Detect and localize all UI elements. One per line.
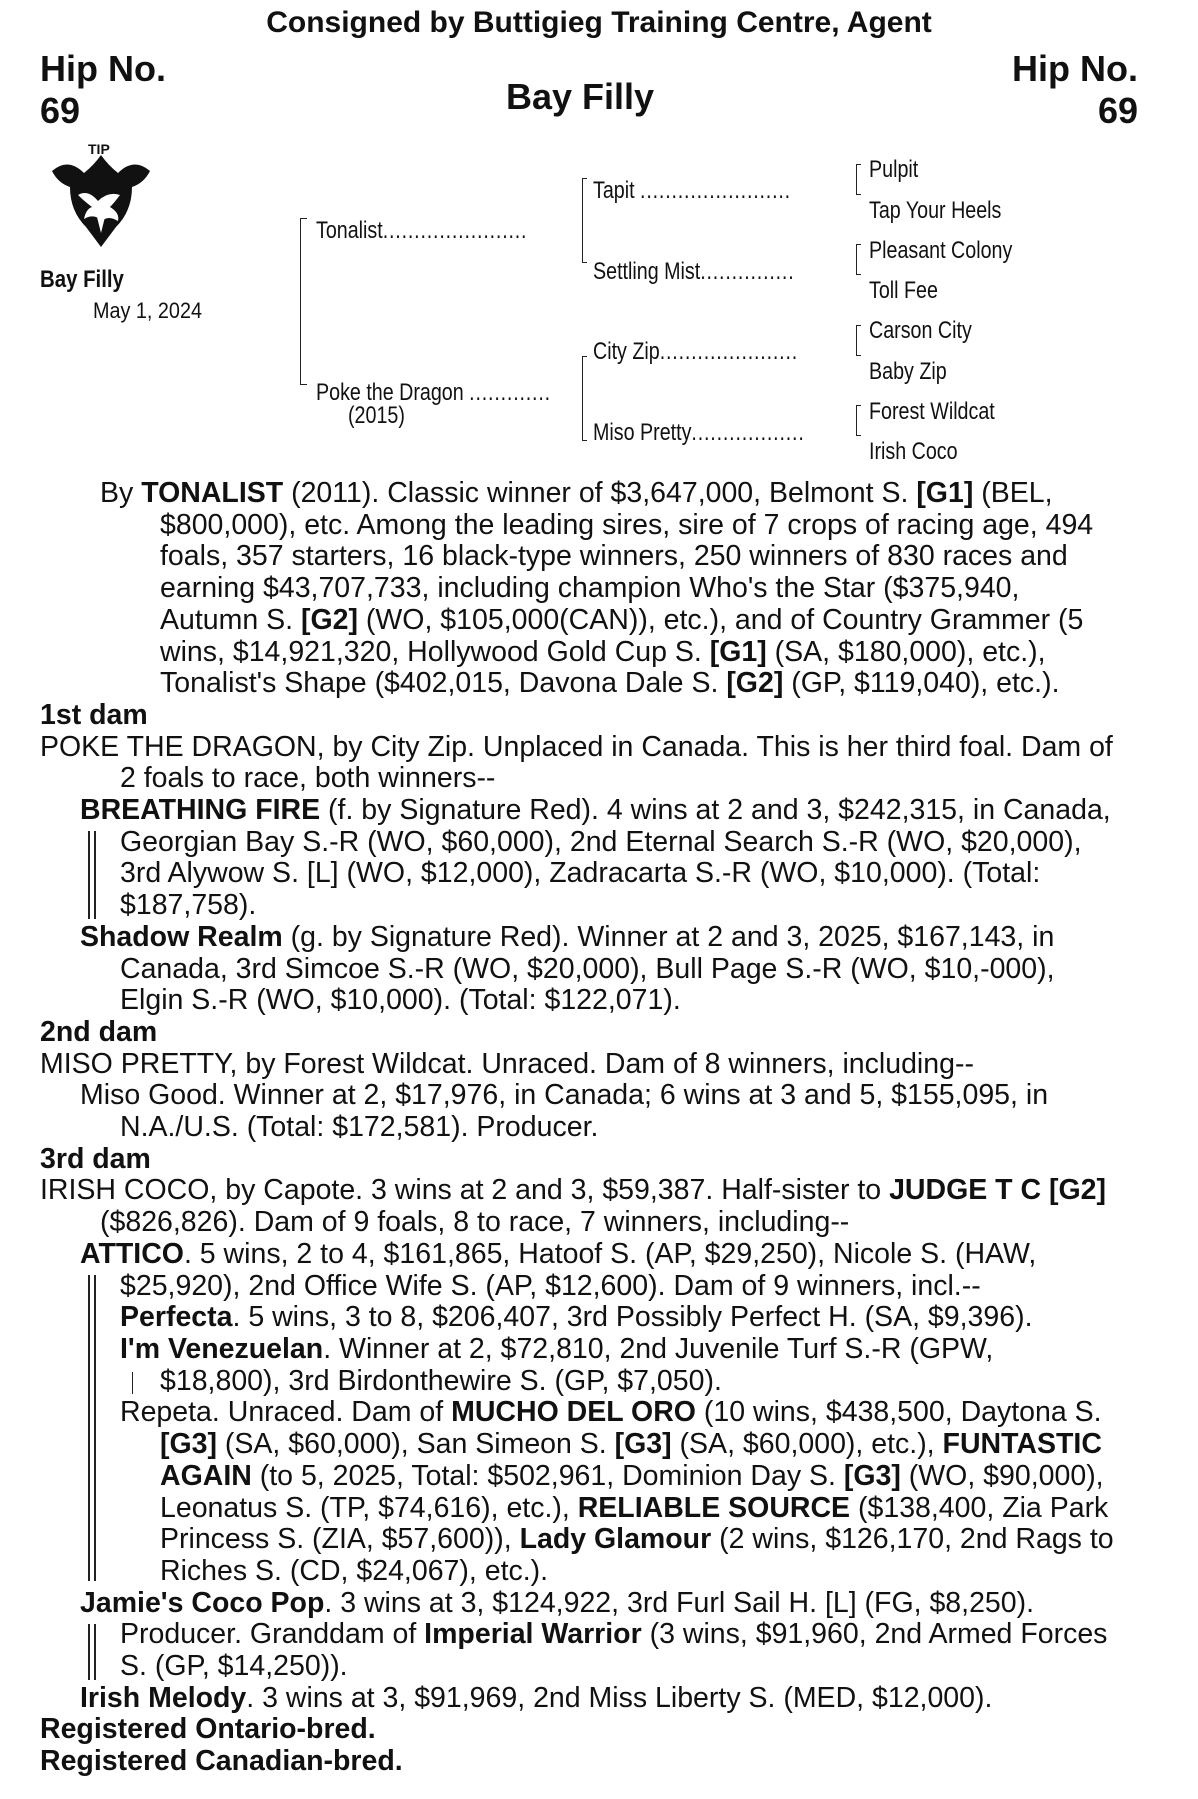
- first-dam-heading: 1st dam: [40, 698, 148, 731]
- hip-label: Hip No.: [1012, 48, 1138, 89]
- first-dam-intro: POKE THE DRAGON, by City Zip. Unplaced in Canada. This is her third foal. Dam of 2 foals to race, both winners--: [40, 730, 1113, 795]
- attico-produce-perfecta: Perfecta. 5 wins, 3 to 8, $206,407, 3rd Possibly Perfect H. (SA, $9,396).: [120, 1301, 1033, 1334]
- pedigree-gen3-4: Toll Fee: [869, 277, 938, 304]
- pedigree-gen3-7: Forest Wildcat: [869, 398, 995, 425]
- third-dam-produce-jamie: Jamie's Coco Pop. 3 wins at 3, $124,922, 3rd Furl Sail H. [L] (FG, $8,250). Producer. Granddam of Imperial Warrior (3 wins, $91,960, 2nd Armed Forces S. (GP, $14,250)).: [80, 1586, 1108, 1683]
- second-dam-produce-1: Miso Good. Winner at 2, $17,976, in Canada; 6 wins at 3 and 5, $155,095, in N.A./U.S. (Total: $172,581). Producer.: [80, 1079, 1049, 1144]
- pedigree-dam-year: (2015): [348, 402, 405, 429]
- tip-logo-label: TIP: [88, 141, 110, 157]
- second-dam-intro: MISO PRETTY, by Forest Wildcat. Unraced. Dam of 8 winners, including--: [40, 1047, 974, 1080]
- pedigree-sire-sire: Tapit ........................: [593, 177, 791, 204]
- pedigree-sire-dam: Settling Mist...............: [593, 258, 795, 285]
- tip-maple-leaf-icon: [48, 155, 154, 256]
- attico-produce-venezuelan: I'm Venezuelan. Winner at 2, $72,810, 2nd Juvenile Turf S.-R (GPW, $18,800), 3rd Birdonthewire S. (GP, $7,050).: [120, 1332, 994, 1397]
- hip-label: Hip No.: [40, 48, 166, 89]
- registration-ontario: Registered Ontario-bred.: [40, 1713, 376, 1746]
- third-dam-produce-melody: Irish Melody. 3 wins at 3, $91,969, 2nd Miss Liberty S. (MED, $12,000).: [80, 1681, 993, 1714]
- pedigree-gen3-2: Tap Your Heels: [869, 197, 1002, 224]
- hip-number: 69: [40, 90, 81, 131]
- pedigree-gen3-5: Carson City: [869, 317, 972, 344]
- second-dam-heading: 2nd dam: [40, 1015, 158, 1048]
- third-dam-heading: 3rd dam: [40, 1142, 151, 1175]
- catalog-page-body: [40, 478, 1120, 1778]
- pedigree-dam-sire: City Zip......................: [593, 338, 799, 365]
- first-dam-produce-2: Shadow Realm (g. by Signature Red). Winner at 2 and 3, 2025, $167,143, in Canada, 3rd Simcoe S.-R (WO, $20,000), Bull Page S.-R (WO, $10,-000), Elgin S.-R (WO, $10,000). (Total: $122,071).: [80, 920, 1055, 1017]
- horse-sex-label: Bay Filly: [40, 266, 124, 293]
- consignor-line: Consigned by Buttigieg Training Centre, Agent: [266, 6, 932, 39]
- page-title: Bay Filly: [505, 76, 655, 117]
- registration-canadian: Registered Canadian-bred.: [40, 1745, 403, 1778]
- third-dam-intro: IRISH COCO, by Capote. 3 wins at 2 and 3, $59,387. Half-sister to JUDGE T C [G2] ($826,826). Dam of 9 foals, 8 to race, 7 winners, including--: [40, 1174, 1107, 1239]
- attico-produce-repeta: Repeta. Unraced. Dam of MUCHO DEL ORO (10 wins, $438,500, Daytona S. [G3] (SA, $60,000), San Simeon S. [G3] (SA, $60,000), etc.), FUNTASTIC AGAIN (to 5, 2025, Total: $502,961, Dominion Day S. [G3] (WO, $90,000), Leonatus S. (TP, $74,616), etc.), RELIABLE SOURCE ($138,400, Zia Park Princess S. (ZIA, $57,600)), Lady Glamour (2 wins, $126,170, 2nd Rags to Riches S. (CD, $24,067), etc.).: [120, 1396, 1114, 1587]
- pedigree-gen3-1: Pulpit: [869, 156, 919, 183]
- pedigree-sire: Tonalist.......................: [316, 217, 528, 244]
- hip-number: 69: [1097, 90, 1138, 131]
- third-dam-produce-attico: ATTICO. 5 wins, 2 to 4, $161,865, Hatoof S. (AP, $29,250), Nicole S. (HAW, $25,920), 2nd Office Wife S. (AP, $12,600). Dam of 9 winners, incl.-- Perfecta. 5 wins, 3 to 8, $206,407, 3rd Possibly Perfect H. (SA, $9,396). I'm Venezuelan. Winner at 2, $72,810, 2nd Juvenile Turf S.-R (GPW, $18,800), 3rd Birdonthewire S. (GP, $7,050). Repeta. Unraced. Dam of MUCHO DEL ORO (10 wins, $438,500, Daytona S. [G3] (SA, $60,000), San Simeon S. [G3] (SA, $60,000), etc.), FUNTASTIC AGAIN (to 5, 2025, Total: $502,961, Dominion Day S. [G3] (WO, $90,000), Leonatus S. (TP, $74,616), etc.), RELIABLE SOURCE ($138,400, Zia Park Princess S. (ZIA, $57,600)), Lady Glamour (2 wins, $126,170, 2nd Rags to Riches S. (CD, $24,067), etc.).: [40, 1239, 1120, 1588]
- pedigree-gen3-8: Irish Coco: [869, 438, 958, 465]
- pedigree-dam-dam: Miso Pretty..................: [593, 419, 805, 446]
- foaling-date: May 1, 2024: [93, 298, 202, 323]
- sire-paragraph: By TONALIST (2011). Classic winner of $3,647,000, Belmont S. [G1] (BEL, $800,000), etc. Among the leading sires, sire of 7 crops of racing age, 494 foals, 357 starters, 16 black-type winners, 250 winners of 830 races and earning $43,707,733, including champion Who's the Star ($375,940, Autumn S. [G2] (WO, $105,000(CAN)), etc.), and of Country Grammer (5 wins, $14,921,320, Hollywood Gold Cup S. [G1] (SA, $180,000), etc.), Tonalist's Shape ($402,015, Davona Dale S. [G2] (GP, $119,040), etc.).: [100, 477, 1094, 700]
- sire-name: TONALIST: [141, 477, 284, 509]
- first-dam-produce-1: BREATHING FIRE (f. by Signature Red). 4 wins at 2 and 3, $242,315, in Canada, Georgian Bay S.-R (WO, $60,000), 2nd Eternal Search S.-R (WO, $20,000), 3rd Alywow S. [L] (WO, $12,000), Zadracarta S.-R (WO, $10,000). (Total: $187,758).: [80, 794, 1111, 922]
- pedigree-dam: Poke the Dragon .............: [316, 379, 551, 406]
- pedigree-gen3-6: Baby Zip: [869, 358, 947, 385]
- pedigree-gen3-3: Pleasant Colony: [869, 237, 1013, 264]
